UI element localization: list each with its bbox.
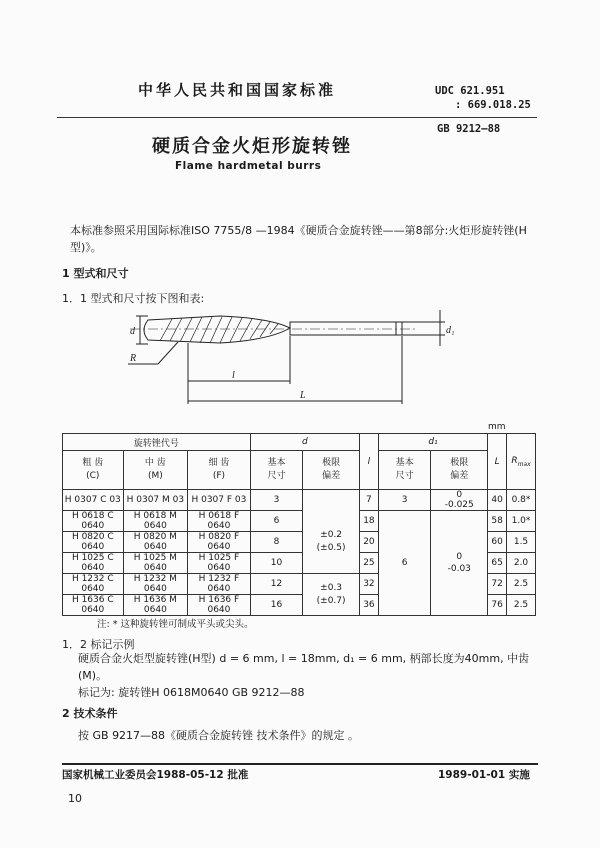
cell-d: 6: [250, 511, 303, 532]
header-R-letter: R: [511, 455, 518, 466]
unit-label: mm: [488, 422, 506, 432]
footer-rule: [62, 763, 538, 765]
dimension-table: [62, 433, 536, 616]
title-chinese: 硬质合金火炬形旋转锉: [152, 136, 352, 157]
udc-line-2: : 669.018.25: [455, 99, 531, 111]
header-code: 旋转锉代号: [63, 434, 251, 451]
cell-R: 2.0: [507, 553, 536, 574]
label-d: d: [130, 326, 135, 337]
label-R: R: [130, 353, 137, 364]
table-header-row-2: [63, 451, 536, 490]
section-1-1-heading: 1．1 型式和尺寸按下图和表:: [62, 292, 205, 305]
cell-L: 65: [488, 553, 507, 574]
header-d1-basic: 基本 尺寸: [378, 451, 431, 490]
cell-L: 60: [488, 532, 507, 553]
header-l: l: [359, 434, 378, 490]
cell-l: 18: [359, 511, 378, 532]
label-l: l: [232, 370, 235, 381]
cell-coarse: H 0307 C 03: [63, 490, 124, 511]
page-number: 10: [68, 792, 82, 805]
udc-line-1: UDC 621.951: [435, 85, 505, 97]
label-d1: d₁: [446, 325, 455, 336]
marking-line: 标记为: 旋转锉H 0618M0640 GB 9212—88: [78, 686, 305, 699]
burr-shank: [290, 322, 402, 335]
cell-R: 0.8*: [507, 490, 536, 511]
cell-L: 40: [488, 490, 507, 511]
cell-medium: H 0618 M 0640: [123, 511, 188, 532]
cell-d: 10: [250, 553, 303, 574]
section-1-heading: 1 型式和尺寸: [62, 267, 129, 280]
udc-code: [435, 84, 531, 112]
cell-fine: H 0820 F 0640: [188, 532, 251, 553]
header-rule: [57, 117, 537, 118]
header-medium: 中 齿 (M): [123, 451, 188, 490]
cell-l: 25: [359, 553, 378, 574]
header-d1-limit: 极限 偏差: [431, 451, 488, 490]
cell-coarse: H 1636 C 0640: [63, 595, 124, 616]
cell-coarse: H 0618 C 0640: [63, 511, 124, 532]
header-R-sub: max: [517, 460, 531, 468]
cell-d-tol: [303, 490, 360, 511]
header-d-basic: 基本 尺寸: [250, 451, 303, 490]
cell-medium: H 1636 M 0640: [123, 595, 188, 616]
example-paragraph: 硬质合金火炬型旋转锉(H型) d = 6 mm, l = 18mm, d₁ = 6 mm, 柄部长度为40mm, 中齿(M)。: [78, 652, 530, 682]
standard-title: 中华人民共和国国家标准: [138, 81, 337, 99]
cell-R: 2.5: [507, 574, 536, 595]
intro-paragraph: 本标准参照采用国际标准ISO 7755/8 —1984《硬质合金旋转锉——第8部分:火炬形旋转锉(H型)》。: [70, 224, 527, 254]
burr-flutes: [160, 317, 278, 343]
approval-line: 国家机械工业委员会1988-05-12 批准: [62, 769, 249, 781]
cell-d-tol-group-b: ±0.3 (±0.7): [303, 574, 360, 616]
cell-l: 36: [359, 595, 378, 616]
cell-d1-group: 6: [378, 511, 431, 616]
cell-coarse: H 0820 C 0640: [63, 532, 124, 553]
burr-drawing: [100, 308, 460, 413]
cell-l: 20: [359, 532, 378, 553]
cell-coarse: H 1025 C 0640: [63, 553, 124, 574]
tech-paragraph: 按 GB 9217—88《硬质合金旋转锉 技术条件》的规定 。: [78, 729, 360, 742]
header-d-limit: 极限 偏差: [303, 451, 360, 490]
table-row: [63, 490, 536, 511]
cell-d1-tol-group: 0 -0.03: [431, 511, 488, 616]
effective-date: 1989-01-01 实施: [438, 769, 530, 781]
cell-R: 2.5: [507, 595, 536, 616]
section-1-2-heading: 1．2 标记示例: [62, 638, 135, 651]
cell-coarse: H 1232 C 0640: [63, 574, 124, 595]
cell-fine: H 1025 F 0640: [188, 553, 251, 574]
cell-l: 7: [359, 490, 378, 511]
cell-l: 32: [359, 574, 378, 595]
cell-d: 16: [250, 595, 303, 616]
cell-fine: H 0307 F 03: [188, 490, 251, 511]
cell-R: 1.5: [507, 532, 536, 553]
cell-fine: H 1232 F 0640: [188, 574, 251, 595]
cell-medium: H 1025 M 0640: [123, 553, 188, 574]
cell-d: 12: [250, 574, 303, 595]
cell-medium: H 0307 M 03: [123, 490, 188, 511]
cell-medium: H 0820 M 0640: [123, 532, 188, 553]
cell-medium: H 1232 M 0640: [123, 574, 188, 595]
cell-L: 72: [488, 574, 507, 595]
table-note: 注: * 这种旋转锉可制成平头或尖头。: [97, 619, 254, 630]
header-d1: d₁: [378, 434, 487, 451]
header-coarse: 粗 齿 (C): [63, 451, 124, 490]
label-L: L: [300, 390, 306, 401]
header-d: d: [250, 434, 359, 451]
cell-L: 58: [488, 511, 507, 532]
header-L: L: [488, 434, 507, 490]
cell-d-tol-group-a: ±0.2 (±0.5): [303, 511, 360, 574]
section-2-heading: 2 技术条件: [62, 707, 118, 720]
table-row: [63, 511, 536, 532]
table-header-row-1: [63, 434, 536, 451]
cell-R: 1.0*: [507, 511, 536, 532]
cell-d: 8: [250, 532, 303, 553]
cell-L: 76: [488, 595, 507, 616]
header-R: [507, 434, 536, 490]
gb-number: GB 9212—88: [437, 123, 501, 135]
cell-fine: H 0618 F 0640: [188, 511, 251, 532]
cell-d1-tol: 0 -0.025: [431, 490, 488, 511]
cell-d: 3: [250, 490, 303, 511]
cell-fine: H 1636 F 0640: [188, 595, 251, 616]
title-english: Flame hardmetal burrs: [175, 160, 322, 172]
header-fine: 细 齿 (F): [188, 451, 251, 490]
cell-d1: 3: [378, 490, 431, 511]
